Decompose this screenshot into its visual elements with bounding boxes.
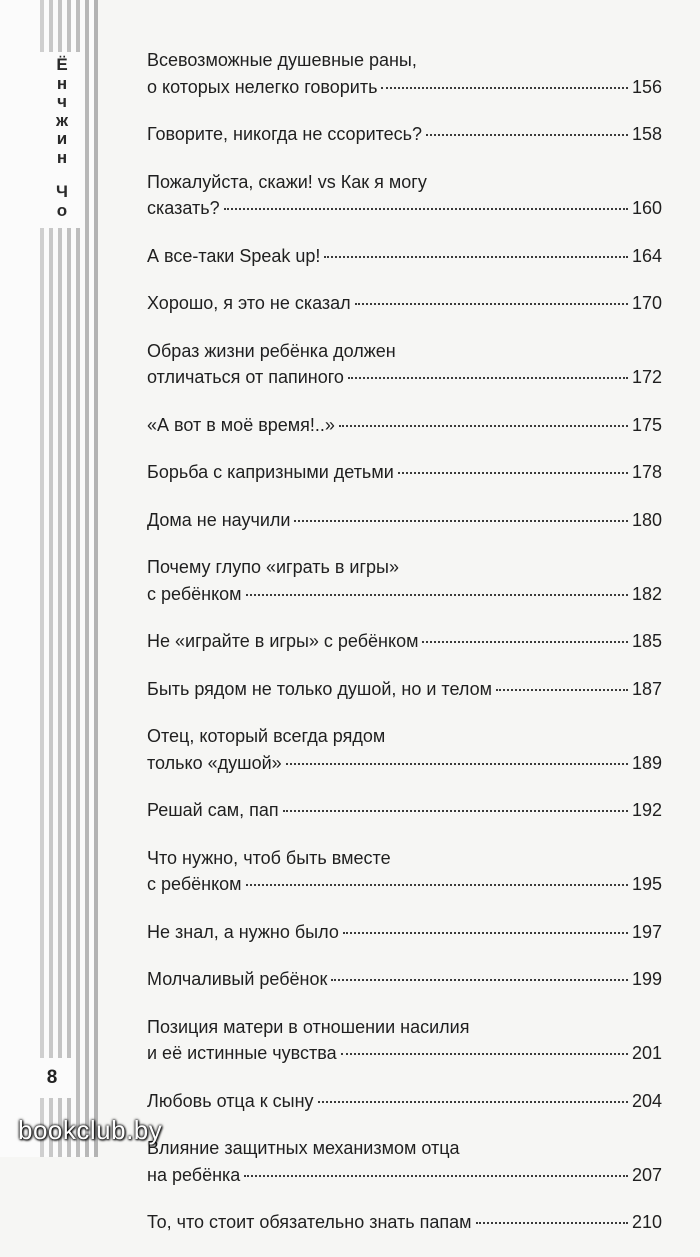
toc-entry-title: Молчаливый ребёнок: [147, 969, 328, 989]
dot-leader: [331, 978, 628, 981]
toc-entry-line: [147, 412, 662, 439]
toc-entry-page: 187: [631, 678, 662, 699]
dot-leader: [476, 1221, 628, 1224]
toc-entry-page: 207: [631, 1164, 662, 1185]
toc-entry-title: только «душой»: [147, 752, 282, 773]
toc-entry-title: Борьба с капризными детьми: [147, 462, 394, 482]
toc-entry-line: [147, 966, 662, 993]
toc-entry-title: Хорошо, я это не сказал: [147, 293, 351, 313]
author-letter: и: [56, 129, 68, 148]
toc-entry: [147, 169, 662, 222]
toc-entry-title: Что нужно, чтоб быть вместе: [147, 847, 391, 868]
toc-entry: [147, 845, 662, 898]
dot-leader: [339, 424, 628, 427]
page-number-text: 8: [46, 1067, 58, 1088]
toc-entry-line: [147, 459, 662, 486]
toc-entry-title: Не знал, а нужно было: [147, 921, 339, 942]
toc-entry-title: Любовь отца к сыну: [147, 1090, 314, 1111]
table-of-contents: [147, 47, 662, 1257]
dot-leader: [324, 255, 628, 258]
toc-entry-page: 204: [631, 1090, 662, 1111]
dot-leader: [294, 519, 627, 522]
toc-entry-line: [147, 723, 662, 750]
toc-entry-title: отличаться от папиного: [147, 367, 344, 387]
toc-entry-line: [147, 121, 662, 148]
toc-entry-line: [147, 1088, 662, 1115]
toc-entry-line: [147, 871, 662, 898]
toc-entry-page: 197: [631, 921, 662, 942]
author-name-vertical: [40, 52, 84, 228]
toc-entry: [147, 628, 662, 655]
toc-entry-page: 156: [631, 76, 662, 97]
toc-entry-title: Всевозможные душевные раны,: [147, 50, 417, 70]
toc-entry-title: Влияние защитных механизмом отца: [147, 1138, 460, 1158]
dot-leader: [348, 376, 628, 379]
dot-leader: [343, 931, 628, 934]
toc-entry-title: «А вот в моё время!..»: [147, 414, 335, 435]
author-letter: о: [56, 200, 68, 220]
toc-entry-line: [147, 676, 662, 703]
dot-leader: [246, 593, 628, 596]
toc-entry-page: 172: [631, 367, 662, 387]
author-letter: Ч: [56, 182, 68, 201]
toc-entry: [147, 797, 662, 824]
toc-entry-title: Почему глупо «играть в игры»: [147, 557, 399, 577]
dot-leader: [341, 1052, 628, 1055]
toc-entry-line: [147, 628, 662, 655]
toc-entry-page: 170: [631, 293, 662, 313]
toc-entry-page: 199: [631, 969, 662, 989]
toc-entry-line: [147, 1040, 662, 1067]
toc-entry-title: с ребёнком: [147, 583, 242, 604]
author-letter: ж: [55, 110, 69, 130]
dot-leader: [422, 640, 627, 643]
toc-entry-line: [147, 364, 662, 391]
toc-entry-line: [147, 797, 662, 824]
toc-entry: [147, 554, 662, 607]
toc-entry: [147, 412, 662, 439]
author-letter: н: [56, 73, 68, 93]
author-letter: н: [56, 147, 68, 167]
author-letter: ч: [57, 92, 67, 111]
toc-entry-page: 180: [631, 509, 662, 530]
dot-leader: [318, 1100, 628, 1103]
toc-entry-line: [147, 195, 662, 222]
toc-entry: [147, 1088, 662, 1115]
dot-leader: [398, 471, 628, 474]
toc-entry-page: 158: [631, 124, 662, 144]
toc-entry-title: Быть рядом не только душой, но и телом: [147, 678, 492, 699]
toc-entry: [147, 459, 662, 486]
toc-entry-line: [147, 581, 662, 608]
toc-entry-title: То, что стоит обязательно знать папам: [147, 1212, 472, 1232]
toc-entry: [147, 507, 662, 534]
toc-entry: [147, 919, 662, 946]
toc-entry: [147, 676, 662, 703]
toc-entry-page: 210: [631, 1212, 662, 1232]
toc-entry-title: о которых нелегко говорить: [147, 76, 378, 97]
toc-entry-title: с ребёнком: [147, 874, 242, 894]
toc-entry: [147, 1209, 662, 1236]
toc-entry-line: [147, 507, 662, 534]
toc-entry-title: Говорите, никогда не ссоритесь?: [147, 124, 423, 144]
dot-leader: [283, 809, 628, 812]
watermark: bookclub.by: [18, 1115, 163, 1145]
toc-entry-line: [147, 338, 662, 365]
toc-entry-line: [147, 554, 662, 581]
dot-leader: [381, 86, 627, 89]
toc-entry-title: Решай сам, пап: [147, 800, 279, 820]
dot-leader: [224, 207, 628, 210]
toc-entry-page: 160: [631, 198, 662, 218]
toc-entry: [147, 47, 662, 100]
toc-entry-page: 175: [631, 414, 662, 435]
dot-leader: [246, 883, 628, 886]
page-number: [30, 1058, 74, 1098]
toc-entry-title: А все-таки Speak up!: [147, 245, 321, 266]
toc-entry-page: 185: [631, 631, 662, 651]
dot-leader: [426, 133, 628, 136]
toc-entry-title: Пожалуйста, скажи! vs Как я могу: [147, 171, 427, 192]
toc-entry-title: Позиция матери в отношении насилия: [147, 1016, 470, 1037]
toc-entry-page: 189: [631, 752, 662, 773]
toc-entry-page: 164: [631, 245, 662, 266]
toc-entry-title: Дома не научили: [147, 509, 291, 530]
toc-entry-line: [147, 1014, 662, 1041]
toc-entry-line: [147, 243, 662, 270]
toc-entry-title: Отец, который всегда рядом: [147, 726, 386, 746]
toc-entry-page: 192: [631, 800, 662, 820]
toc-entry: [147, 966, 662, 993]
toc-entry-title: сказать?: [147, 198, 220, 218]
toc-entry: [147, 723, 662, 776]
toc-entry-line: [147, 1209, 662, 1236]
author-letter: Ё: [56, 55, 68, 74]
toc-entry: [147, 338, 662, 391]
dot-leader: [496, 688, 628, 691]
toc-entry-line: [147, 750, 662, 777]
toc-entry: [147, 1135, 662, 1188]
toc-entry-page: 182: [631, 583, 662, 604]
toc-entry-title: на ребёнка: [147, 1164, 241, 1185]
toc-entry-line: [147, 919, 662, 946]
toc-entry-line: [147, 290, 662, 317]
dot-leader: [286, 762, 628, 765]
toc-entry-line: [147, 845, 662, 872]
toc-entry: [147, 121, 662, 148]
toc-entry: [147, 1014, 662, 1067]
toc-entry: [147, 243, 662, 270]
toc-entry: [147, 290, 662, 317]
toc-entry-title: и её истинные чувства: [147, 1043, 337, 1063]
toc-entry-line: [147, 74, 662, 101]
toc-entry-line: [147, 47, 662, 74]
toc-entry-page: 195: [631, 874, 662, 894]
dot-leader: [244, 1174, 628, 1177]
toc-entry-title: Не «играйте в игры» с ребёнком: [147, 631, 419, 651]
toc-entry-title: Образ жизни ребёнка должен: [147, 340, 396, 361]
toc-entry-page: 178: [631, 462, 662, 482]
toc-entry-line: [147, 1135, 662, 1162]
toc-entry-line: [147, 1162, 662, 1189]
dot-leader: [355, 302, 628, 305]
toc-entry-line: [147, 169, 662, 196]
toc-entry-page: 201: [631, 1043, 662, 1063]
